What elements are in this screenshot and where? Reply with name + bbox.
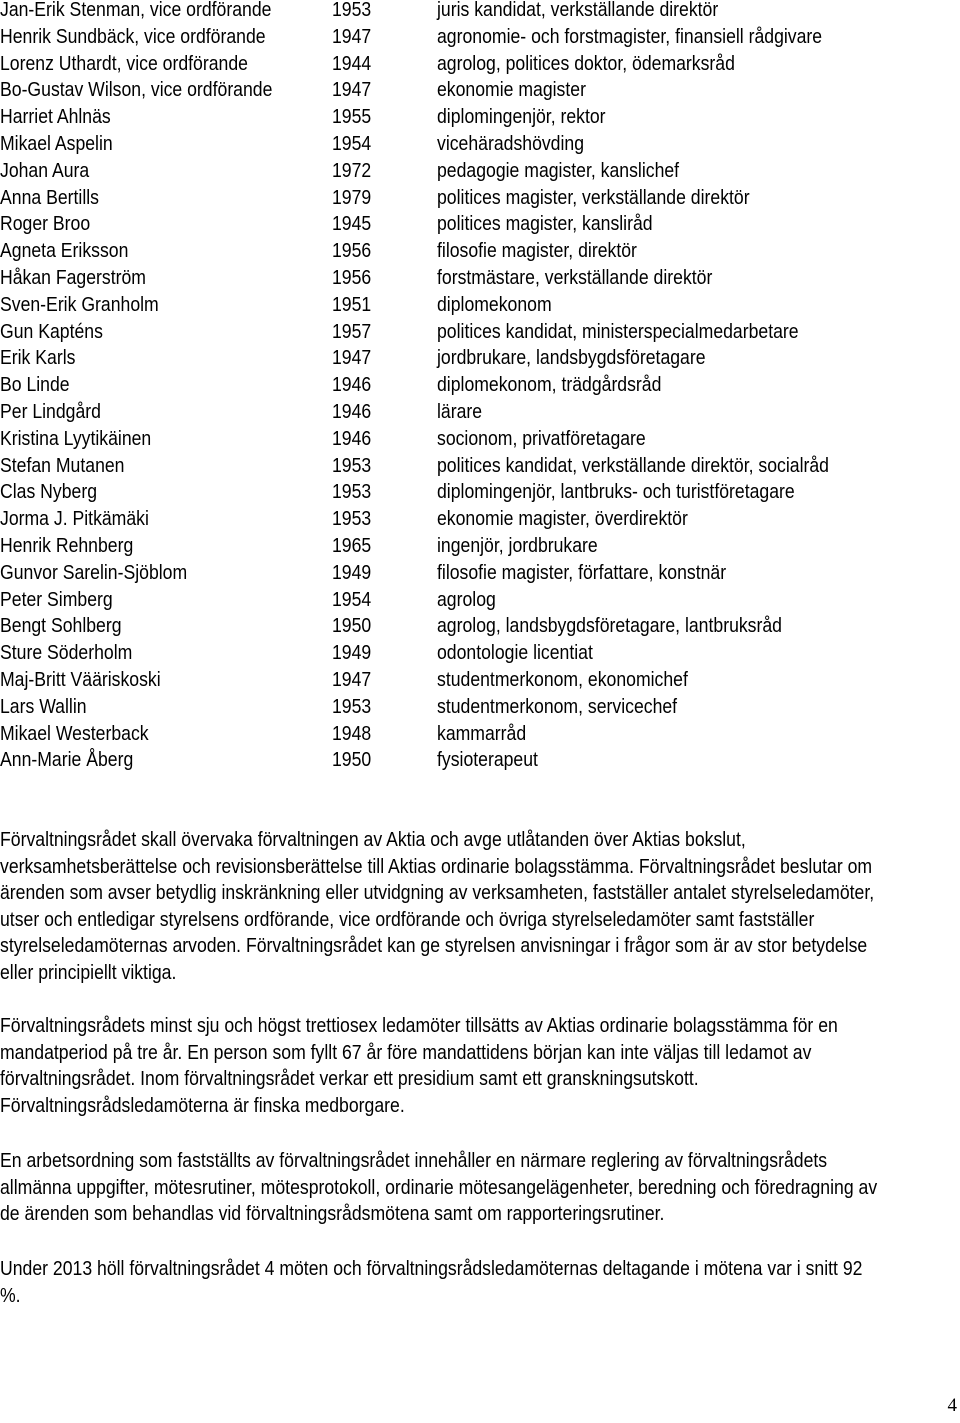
member-occupation: kammarråd — [437, 721, 527, 745]
member-name: Per Lindgård — [0, 399, 101, 423]
member-birth-year: 1947 — [332, 667, 372, 691]
member-name: Bengt Sohlberg — [0, 614, 122, 638]
member-occupation: studentmerkonom, ekonomichef — [437, 667, 688, 691]
member-occupation: fysioterapeut — [437, 748, 538, 772]
member-birth-year: 1947 — [332, 24, 372, 48]
member-occupation: politices kandidat, verkställande direktör, socialråd — [437, 453, 829, 477]
member-birth-year: 1956 — [332, 265, 372, 289]
member-row — [0, 453, 960, 480]
paragraph-line: Förvaltningsrådets minst sju och högst trettiosex ledamöter tillsätts av Aktias ordinarie bolagsstämma för en — [0, 1014, 838, 1037]
member-row — [0, 0, 960, 24]
member-birth-year: 1950 — [332, 614, 372, 638]
paragraph-line: ärenden som avser betydlig inskränkning eller utvidgning av verksamheten, fastställer antalet styrelseledamöter, — [0, 881, 875, 904]
member-row — [0, 721, 960, 748]
member-occupation: vicehäradshövding — [437, 131, 585, 155]
member-name: Erik Karls — [0, 346, 76, 370]
member-birth-year: 1953 — [332, 507, 372, 531]
member-birth-year: 1954 — [332, 587, 372, 611]
paragraph-line: allmänna uppgifter, mötesrutiner, mötesprotokoll, ordinarie mötesangelägenheter, beredning och föredragning av — [0, 1175, 878, 1199]
member-birth-year: 1953 — [332, 0, 372, 21]
paragraph-line: utser och entledigar styrelsens ordförande, vice ordförande och övriga styrelseledamöter samt fastställer — [0, 907, 815, 931]
member-occupation: agrolog, landsbygdsföretagare, lantbruksråd — [437, 614, 782, 638]
member-occupation: filosofie magister, direktör — [437, 239, 637, 263]
paragraph-line: En arbetsordning som fastställts av förvaltningsrådet innehåller en närmare reglering av förvaltningsrådets — [0, 1149, 828, 1172]
member-occupation: diplomingenjör, rektor — [437, 105, 606, 129]
member-birth-year: 1956 — [332, 239, 372, 263]
member-birth-year: 1945 — [332, 212, 372, 236]
member-occupation: agrolog, politices doktor, ödemarksråd — [437, 51, 735, 75]
member-row — [0, 747, 960, 774]
member-birth-year: 1955 — [332, 105, 372, 129]
member-birth-year: 1953 — [332, 694, 372, 718]
member-name: Bo Linde — [0, 373, 70, 397]
member-row — [0, 479, 960, 506]
member-occupation: politices magister, verkställande direktör — [437, 185, 750, 209]
member-occupation: politices magister, kansliråd — [437, 212, 653, 236]
member-name: Lorenz Uthardt, vice ordförande — [0, 51, 248, 75]
paragraph-rules-of-procedure — [0, 1148, 946, 1228]
member-row — [0, 345, 960, 372]
member-name: Jorma J. Pitkämäki — [0, 507, 149, 531]
member-occupation: juris kandidat, verkställande direktör — [437, 0, 719, 21]
member-row — [0, 426, 960, 453]
member-occupation: diplomingenjör, lantbruks- och turistföretagare — [437, 480, 795, 504]
member-row — [0, 506, 960, 533]
member-name: Clas Nyberg — [0, 480, 98, 504]
member-occupation: agronomie- och forstmagister, finansiell rådgivare — [437, 24, 823, 48]
member-name: Gunvor Sarelin-Sjöblom — [0, 560, 188, 584]
member-row — [0, 587, 960, 614]
page-number: 4 — [947, 1395, 957, 1416]
paragraph-meetings-2013 — [0, 1256, 946, 1309]
member-occupation: lärare — [437, 399, 483, 423]
member-birth-year: 1953 — [332, 453, 372, 477]
member-name: Peter Simberg — [0, 587, 113, 611]
member-name: Stefan Mutanen — [0, 453, 125, 477]
member-occupation: diplomekonom, trädgårdsråd — [437, 373, 662, 397]
member-name: Agneta Eriksson — [0, 239, 129, 263]
paragraph-composition — [0, 1013, 946, 1119]
member-occupation: filosofie magister, författare, konstnär — [437, 560, 727, 584]
paragraph-line: de ärenden som behandlas vid förvaltningsrådsmötena samt om rapporteringsrutiner. — [0, 1202, 665, 1225]
member-name: Lars Wallin — [0, 694, 87, 718]
member-row — [0, 211, 960, 238]
member-occupation: ingenjör, jordbrukare — [437, 533, 598, 557]
member-birth-year: 1972 — [332, 158, 372, 182]
member-row — [0, 131, 960, 158]
member-row — [0, 238, 960, 265]
member-birth-year: 1948 — [332, 721, 372, 745]
member-name: Gun Kapténs — [0, 319, 103, 343]
member-row — [0, 372, 960, 399]
member-birth-year: 1949 — [332, 560, 372, 584]
member-birth-year: 1944 — [332, 51, 372, 75]
member-birth-year: 1946 — [332, 373, 372, 397]
member-name: Sture Söderholm — [0, 641, 133, 665]
paragraph-duties — [0, 827, 946, 986]
member-row — [0, 158, 960, 185]
paragraph-line: %. — [0, 1283, 21, 1307]
member-name: Sven-Erik Granholm — [0, 292, 159, 316]
member-name: Håkan Fagerström — [0, 265, 146, 289]
member-row — [0, 694, 960, 721]
paragraph-line: styrelseledamöternas arvoden. Förvaltningsrådet kan ge styrelsen anvisningar i frågor som är av stor betydelse — [0, 934, 868, 957]
member-row — [0, 533, 960, 560]
member-row — [0, 560, 960, 587]
member-name: Henrik Sundbäck, vice ordförande — [0, 24, 266, 48]
member-birth-year: 1965 — [332, 533, 372, 557]
member-row — [0, 77, 960, 104]
member-birth-year: 1947 — [332, 346, 372, 370]
member-occupation: socionom, privatföretagare — [437, 426, 646, 450]
member-occupation: studentmerkonom, servicechef — [437, 694, 678, 718]
member-row — [0, 292, 960, 319]
member-row — [0, 104, 960, 131]
member-birth-year: 1957 — [332, 319, 372, 343]
paragraph-line: Förvaltningsrådsledamöterna är finska medborgare. — [0, 1093, 405, 1117]
member-name: Ann-Marie Åberg — [0, 748, 134, 772]
member-name: Johan Aura — [0, 158, 90, 182]
member-birth-year: 1949 — [332, 641, 372, 665]
member-name: Mikael Aspelin — [0, 131, 113, 155]
member-birth-year: 1951 — [332, 292, 372, 316]
member-birth-year: 1950 — [332, 748, 372, 772]
member-birth-year: 1946 — [332, 426, 372, 450]
paragraph-line: verksamhetsberättelse och revisionsberättelse till Aktias ordinarie bolagsstämma. Förvaltningsrådet beslutar om — [0, 854, 873, 878]
paragraph-line: Under 2013 höll förvaltningsrådet 4 möten och förvaltningsrådsledamöternas deltagande i mötena var i snitt 92 — [0, 1257, 863, 1280]
member-name: Kristina Lyytikäinen — [0, 426, 152, 450]
paragraph-line: Förvaltningsrådet skall övervaka förvaltningen av Aktia och avge utlåtanden över Aktias bokslut, — [0, 828, 746, 851]
member-name: Roger Broo — [0, 212, 91, 236]
member-birth-year: 1979 — [332, 185, 372, 209]
member-birth-year: 1954 — [332, 131, 372, 155]
member-occupation: diplomekonom — [437, 292, 552, 316]
member-name: Bo-Gustav Wilson, vice ordförande — [0, 78, 273, 102]
member-occupation: odontologie licentiat — [437, 641, 593, 665]
member-row — [0, 613, 960, 640]
member-occupation: politices kandidat, ministerspecialmedarbetare — [437, 319, 799, 343]
member-name: Maj-Britt Vääriskoski — [0, 667, 161, 691]
member-row — [0, 265, 960, 292]
member-occupation: pedagogie magister, kanslichef — [437, 158, 680, 182]
member-name: Henrik Rehnberg — [0, 533, 134, 557]
member-name: Harriet Ahlnäs — [0, 105, 111, 129]
member-name: Jan-Erik Stenman, vice ordförande — [0, 0, 272, 21]
paragraph-line: mandatperiod på tre år. En person som fyllt 67 år före mandattidens början kan inte väljas till ledamot av — [0, 1040, 812, 1064]
member-occupation: ekonomie magister — [437, 78, 586, 102]
member-occupation: ekonomie magister, överdirektör — [437, 507, 688, 531]
member-occupation: jordbrukare, landsbygdsföretagare — [437, 346, 706, 370]
member-birth-year: 1953 — [332, 480, 372, 504]
paragraph-line: förvaltningsrådet. Inom förvaltningsrådet verkar ett presidium samt ett granskningsutskott. — [0, 1067, 699, 1090]
member-occupation: forstmästare, verkställande direktör — [437, 265, 713, 289]
member-name: Mikael Westerback — [0, 721, 149, 745]
member-row — [0, 667, 960, 694]
member-row — [0, 640, 960, 667]
member-row — [0, 399, 960, 426]
member-occupation: agrolog — [437, 587, 496, 611]
paragraph-line: eller principiellt viktiga. — [0, 960, 177, 984]
member-row — [0, 24, 960, 51]
member-row — [0, 319, 960, 346]
member-birth-year: 1947 — [332, 78, 372, 102]
member-row — [0, 51, 960, 78]
member-row — [0, 185, 960, 212]
member-birth-year: 1946 — [332, 399, 372, 423]
member-name: Anna Bertills — [0, 185, 99, 209]
